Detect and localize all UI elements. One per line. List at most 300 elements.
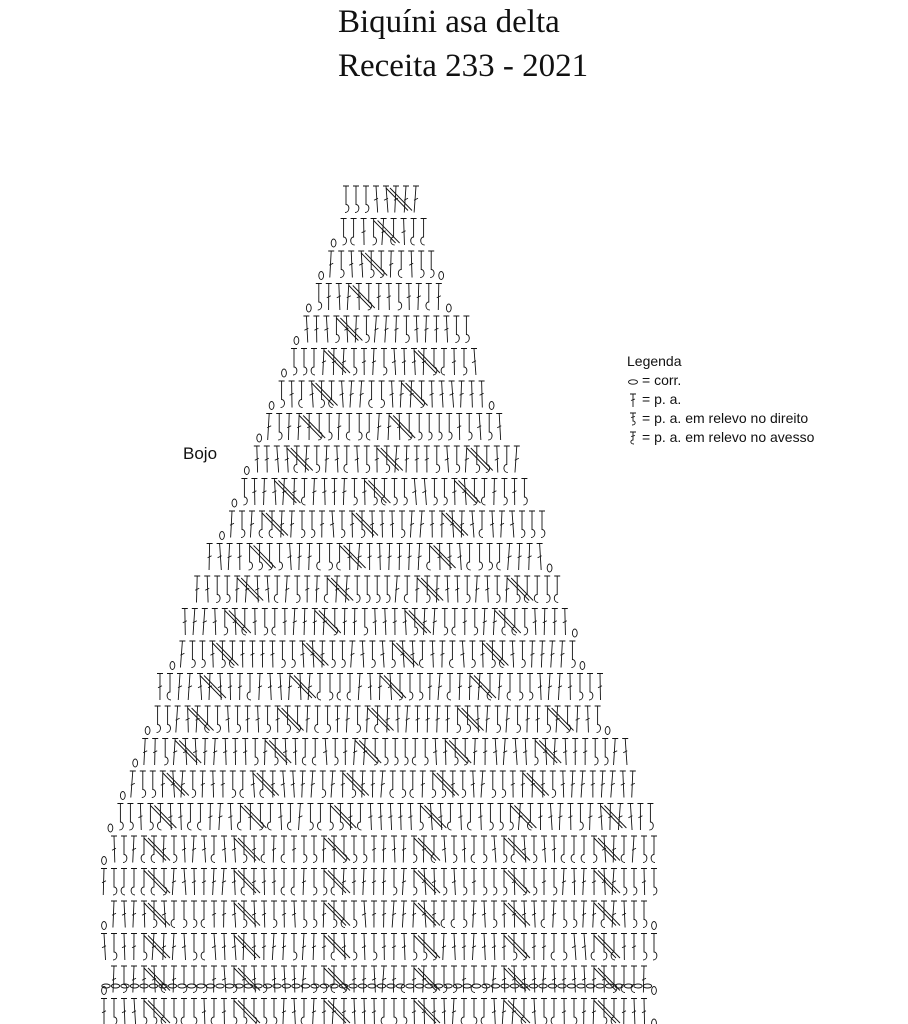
front-post-stitch [261, 999, 267, 1024]
double-crochet-stitch [259, 641, 265, 668]
crossed-stitch-group [324, 871, 350, 894]
back-post-stitch [410, 771, 416, 798]
chain-stitch [577, 984, 585, 988]
back-post-double-crochet-icon [627, 430, 639, 446]
front-post-stitch [602, 739, 608, 766]
front-post-stitch [489, 641, 495, 668]
chain-stitch [292, 984, 300, 988]
double-crochet-stitch [304, 576, 310, 603]
double-crochet-stitch [130, 771, 136, 798]
front-post-stitch [550, 771, 556, 798]
double-crochet-stitch [482, 739, 488, 766]
double-crochet-stitch [357, 674, 363, 701]
front-post-stitch [601, 934, 607, 961]
double-crochet-stitch [512, 739, 518, 766]
front-post-stitch [311, 869, 317, 896]
chain-stitch [263, 984, 271, 988]
double-crochet-stitch [242, 739, 248, 766]
front-post-stitch [181, 966, 187, 993]
double-crochet-stitch [511, 479, 517, 506]
double-crochet-stitch [171, 869, 177, 896]
double-crochet-stitch [387, 544, 393, 571]
crossed-stitch-group [175, 741, 201, 764]
double-crochet-stitch [247, 804, 253, 831]
back-post-stitch [211, 999, 217, 1024]
chain-stitch [170, 662, 175, 670]
crossed-stitch-group [389, 416, 415, 439]
crossed-stitch-group [504, 871, 530, 894]
chain-stitch [294, 337, 299, 345]
double-crochet-stitch [261, 479, 267, 506]
back-post-stitch [201, 901, 207, 928]
chain-stitch-icon [627, 373, 639, 389]
double-crochet-stitch [432, 609, 438, 636]
double-crochet-stitch [421, 836, 427, 863]
back-post-stitch [467, 544, 473, 571]
front-post-stitch [441, 479, 447, 506]
back-post-stitch [561, 836, 567, 863]
crossed-stitch-group [287, 448, 313, 471]
back-post-stitch [631, 966, 637, 993]
double-crochet-stitch [601, 836, 607, 863]
double-crochet-stitch [509, 641, 515, 668]
double-crochet-stitch [381, 219, 387, 246]
front-post-stitch [320, 771, 326, 798]
double-crochet-stitch [391, 966, 397, 993]
front-post-stitch [337, 804, 343, 831]
double-crochet-stitch [371, 966, 377, 993]
double-crochet-stitch [472, 739, 478, 766]
double-crochet-stitch [571, 869, 577, 896]
double-crochet-stitch [517, 804, 523, 831]
double-crochet-stitch [389, 381, 395, 408]
double-crochet-stitch [575, 706, 581, 733]
front-post-stitch [501, 479, 507, 506]
front-post-stitch [371, 479, 377, 506]
stitch-row [269, 381, 494, 410]
front-post-stitch [522, 609, 528, 636]
stitch-row [157, 674, 603, 701]
front-post-stitch [515, 706, 521, 733]
double-crochet-stitch [491, 966, 497, 993]
back-post-stitch [261, 836, 267, 863]
front-post-stitch [331, 901, 337, 928]
back-post-stitch [419, 641, 425, 668]
front-post-stitch [301, 349, 307, 376]
crossed-stitch-group [188, 708, 214, 731]
double-crochet-stitch [305, 706, 311, 733]
front-post-stitch [350, 771, 356, 798]
back-post-stitch [504, 446, 510, 473]
back-post-stitch [461, 999, 467, 1024]
double-crochet-stitch [382, 609, 388, 636]
double-crochet-stitch [421, 901, 427, 928]
double-crochet-stitch [432, 739, 438, 766]
back-post-stitch [181, 999, 187, 1024]
front-post-stitch [451, 966, 457, 993]
chain-stitch [282, 984, 290, 988]
double-crochet-stitch [367, 804, 373, 831]
front-post-stitch [111, 934, 117, 961]
front-post-stitch [379, 381, 385, 408]
double-crochet-stitch [641, 869, 647, 896]
double-crochet-stitch [321, 479, 327, 506]
double-crochet-stitch [217, 804, 223, 831]
front-post-stitch [329, 641, 335, 668]
double-crochet-stitch [252, 609, 258, 636]
back-post-stitch [151, 836, 157, 863]
crossed-stitch-group [535, 741, 561, 764]
double-crochet-stitch [567, 674, 573, 701]
front-post-stitch [399, 511, 405, 538]
front-post-stitch [354, 576, 360, 603]
double-crochet-stitch [542, 609, 548, 636]
front-post-stitch [631, 901, 637, 928]
back-post-stitch [351, 219, 357, 246]
double-crochet-stitch [200, 771, 206, 798]
double-crochet-stitch [297, 804, 303, 831]
double-crochet-stitch [322, 739, 328, 766]
double-crochet-stitch [281, 966, 287, 993]
double-crochet-stitch [342, 609, 348, 636]
back-post-stitch [211, 836, 217, 863]
double-crochet-stitch [292, 609, 298, 636]
double-crochet-stitch [459, 641, 465, 668]
front-post-stitch [277, 544, 283, 571]
double-crochet-stitch [461, 934, 467, 961]
front-post-stitch [241, 901, 247, 928]
double-crochet-stitch [255, 706, 261, 733]
double-crochet-stitch [362, 739, 368, 766]
double-crochet-stitch [157, 674, 163, 701]
double-crochet-stitch [361, 349, 367, 376]
legend-item-back-post [627, 428, 897, 447]
crossed-stitch-group [380, 676, 406, 699]
double-crochet-stitch [621, 999, 627, 1024]
crossed-stitch-group [414, 1001, 440, 1024]
double-crochet-stitch [372, 609, 378, 636]
double-crochet-stitch [383, 316, 389, 343]
stitch-row [282, 349, 477, 378]
double-crochet-stitch [481, 901, 487, 928]
back-post-stitch [375, 706, 381, 733]
back-post-stitch [467, 804, 473, 831]
double-crochet-stitch [330, 771, 336, 798]
double-crochet-stitch [469, 381, 475, 408]
double-crochet-stitch [192, 609, 198, 636]
crossed-stitch-group [336, 318, 362, 341]
double-crochet-stitch [471, 869, 477, 896]
front-post-stitch [191, 934, 197, 961]
back-post-stitch [299, 381, 305, 408]
back-post-stitch [452, 609, 458, 636]
double-crochet-stitch [328, 251, 334, 278]
double-crochet-stitch [302, 609, 308, 636]
legend-item-label: = p. a. em relevo no direito [642, 410, 809, 426]
front-post-stitch [369, 641, 375, 668]
double-crochet-stitch [494, 446, 500, 473]
double-crochet-stitch [476, 414, 482, 441]
stitch-row [244, 446, 519, 475]
back-post-stitch [241, 869, 247, 896]
front-post-stitch [326, 414, 332, 441]
front-post-stitch [279, 381, 285, 408]
double-crochet-stitch [461, 836, 467, 863]
double-crochet-stitch [322, 609, 328, 636]
double-crochet-stitch [471, 349, 477, 376]
front-post-stitch [140, 771, 146, 798]
double-crochet-stitch [499, 511, 505, 538]
double-crochet-stitch [314, 576, 320, 603]
double-crochet-stitch [131, 999, 137, 1024]
legend-item-chain [627, 371, 897, 390]
crossed-stitch-group [420, 806, 446, 829]
stitch-row [306, 284, 451, 313]
double-crochet-stitch [555, 706, 561, 733]
front-post-stitch [332, 739, 338, 766]
front-post-stitch [481, 966, 487, 993]
back-post-stitch [551, 934, 557, 961]
double-crochet-stitch [349, 381, 355, 408]
front-post-stitch [396, 284, 402, 311]
double-crochet-stitch [557, 674, 563, 701]
double-crochet-stitch [281, 999, 287, 1024]
chain-stitch [605, 984, 613, 988]
front-post-stitch [436, 414, 442, 441]
front-post-stitch [309, 511, 315, 538]
chain-stitch [634, 984, 642, 988]
double-crochet-stitch [532, 609, 538, 636]
front-post-stitch [241, 479, 247, 506]
double-crochet-stitch [537, 544, 543, 571]
double-crochet-stitch [181, 836, 187, 863]
double-crochet-stitch [433, 316, 439, 343]
legend-item-label: = p. a. [642, 391, 682, 407]
back-post-stitch [471, 966, 477, 993]
front-post-stitch [400, 771, 406, 798]
stitch-row [319, 251, 444, 280]
chain-stitch [130, 984, 138, 988]
double-crochet-stitch [142, 739, 148, 766]
double-crochet-stitch [291, 836, 297, 863]
double-crochet-stitch [361, 901, 367, 928]
double-crochet-stitch [227, 544, 233, 571]
double-crochet-stitch [429, 511, 435, 538]
front-post-stitch [384, 446, 390, 473]
front-post-stitch [529, 511, 535, 538]
double-crochet-stitch [437, 674, 443, 701]
chain-stitch [197, 984, 205, 988]
front-post-stitch [314, 446, 320, 473]
chain-stitch [596, 984, 604, 988]
double-crochet-stitch [177, 804, 183, 831]
double-crochet-stitch [207, 544, 213, 571]
double-crochet-stitch [225, 706, 231, 733]
double-crochet-stitch [351, 869, 357, 896]
front-post-stitch [191, 966, 197, 993]
double-crochet-stitch [297, 674, 303, 701]
front-post-stitch [402, 739, 408, 766]
double-crochet-stitch [221, 869, 227, 896]
double-crochet-stitch [630, 771, 636, 798]
crossed-stitch-group [324, 351, 350, 374]
crossed-stitch-group [315, 611, 341, 634]
double-crochet-stitch [303, 316, 309, 343]
double-crochet-stitch [462, 609, 468, 636]
back-post-stitch [344, 446, 350, 473]
double-crochet-stitch [277, 674, 283, 701]
double-crochet-stitch [456, 414, 462, 441]
chain-stitch [558, 984, 566, 988]
back-post-stitch [471, 836, 477, 863]
double-crochet-stitch [471, 934, 477, 961]
double-crochet-stitch [319, 511, 325, 538]
legend-item-front-post [627, 409, 897, 428]
double-crochet-stitch [280, 771, 286, 798]
chain-stitch [216, 984, 224, 988]
double-crochet-stitch [406, 284, 412, 311]
double-crochet-stitch [631, 836, 637, 863]
double-crochet-stitch [201, 836, 207, 863]
front-post-stitch [517, 674, 523, 701]
double-crochet-stitch [541, 966, 547, 993]
double-crochet-stitch [195, 706, 201, 733]
double-crochet-stitch [441, 934, 447, 961]
double-crochet-stitch [221, 901, 227, 928]
chain-stitch [349, 984, 357, 988]
back-post-stitch [121, 869, 127, 896]
front-post-stitch [311, 966, 317, 993]
crossed-stitch-group [237, 578, 263, 601]
double-crochet-stitch [395, 706, 401, 733]
double-crochet-stitch [415, 706, 421, 733]
double-crochet-stitch [561, 869, 567, 896]
double-crochet-stitch [191, 869, 197, 896]
double-crochet-stitch [539, 641, 545, 668]
double-crochet-stitch [600, 771, 606, 798]
double-crochet-stitch [409, 381, 415, 408]
legend-item-double-crochet [627, 390, 897, 409]
double-crochet-stitch [522, 739, 528, 766]
crossed-stitch-group [504, 838, 530, 861]
double-crochet-stitch [401, 934, 407, 961]
front-post-stitch [111, 869, 117, 896]
double-crochet-stitch [342, 739, 348, 766]
front-post-stitch [201, 966, 207, 993]
double-crochet-stitch [621, 934, 627, 961]
double-crochet-stitch [601, 869, 607, 896]
double-crochet-stitch [290, 771, 296, 798]
double-crochet-stitch [394, 576, 400, 603]
stitch-row [120, 771, 635, 800]
double-crochet-stitch [517, 544, 523, 571]
front-post-stitch [544, 576, 550, 603]
double-crochet-stitch [582, 739, 588, 766]
double-crochet-stitch [212, 609, 218, 636]
back-post-stitch [554, 576, 560, 603]
double-crochet-stitch [441, 836, 447, 863]
double-crochet-stitch [286, 414, 292, 441]
back-post-stitch [157, 804, 163, 831]
double-crochet-stitch [492, 739, 498, 766]
legend-title: Legenda [627, 353, 682, 369]
double-crochet-stitch [221, 836, 227, 863]
double-crochet-stitch [361, 869, 367, 896]
front-post-stitch [353, 186, 359, 213]
crossed-stitch-group [510, 806, 536, 829]
double-crochet-stitch [291, 999, 297, 1024]
double-crochet-stitch [301, 966, 307, 993]
front-post-stitch [265, 706, 271, 733]
double-crochet-stitch [211, 901, 217, 928]
double-crochet-stitch [131, 934, 137, 961]
double-crochet-stitch [111, 836, 117, 863]
front-post-stitch [407, 674, 413, 701]
stitch-row [102, 966, 657, 995]
double-crochet-stitch [451, 934, 457, 961]
back-post-stitch [347, 674, 353, 701]
crossed-stitch-group [414, 838, 440, 861]
double-crochet-stitch [311, 934, 317, 961]
back-post-stitch [401, 966, 407, 993]
double-crochet-stitch [281, 479, 287, 506]
back-post-stitch [317, 544, 323, 571]
crossed-stitch-group [355, 741, 381, 764]
back-post-stitch [601, 901, 607, 928]
crossed-stitch-group [274, 481, 300, 504]
crossed-stitch-group [200, 676, 226, 699]
crossed-stitch-group [414, 871, 440, 894]
double-crochet-stitch [451, 349, 457, 376]
legend-item-label: = p. a. em relevo no avesso [642, 429, 815, 445]
back-post-stitch [331, 869, 337, 896]
double-crochet-stitch [567, 804, 573, 831]
crossed-stitch-group [548, 708, 574, 731]
double-crochet-stitch [482, 609, 488, 636]
double-crochet-stitch [254, 446, 260, 473]
double-crochet-stitch [439, 641, 445, 668]
double-crochet-stitch [361, 219, 367, 246]
double-crochet-stitch [311, 999, 317, 1024]
double-crochet-stitch [249, 511, 255, 538]
double-crochet-stitch [530, 771, 536, 798]
crossed-stitch-group [302, 643, 328, 666]
double-crochet-stitch [436, 284, 442, 311]
foundation-chain-row [102, 984, 652, 988]
double-crochet-stitch [511, 869, 517, 896]
double-crochet-stitch [131, 901, 137, 928]
double-crochet-stitch [281, 901, 287, 928]
double-crochet-stitch [229, 511, 235, 538]
front-post-stitch [364, 446, 370, 473]
double-crochet-stitch [531, 934, 537, 961]
front-post-stitch [199, 641, 205, 668]
double-crochet-stitch [217, 544, 223, 571]
double-crochet-stitch [571, 966, 577, 993]
front-post-stitch [262, 609, 268, 636]
chain-stitch [168, 984, 176, 988]
double-crochet-stitch [421, 349, 427, 376]
double-crochet-stitch [334, 576, 340, 603]
double-crochet-stitch [389, 511, 395, 538]
double-crochet-stitch [454, 576, 460, 603]
double-crochet-stitch [560, 771, 566, 798]
front-post-stitch [491, 901, 497, 928]
double-crochet-stitch [485, 706, 491, 733]
double-crochet-stitch [477, 804, 483, 831]
back-post-stitch [337, 674, 343, 701]
back-post-stitch [267, 804, 273, 831]
